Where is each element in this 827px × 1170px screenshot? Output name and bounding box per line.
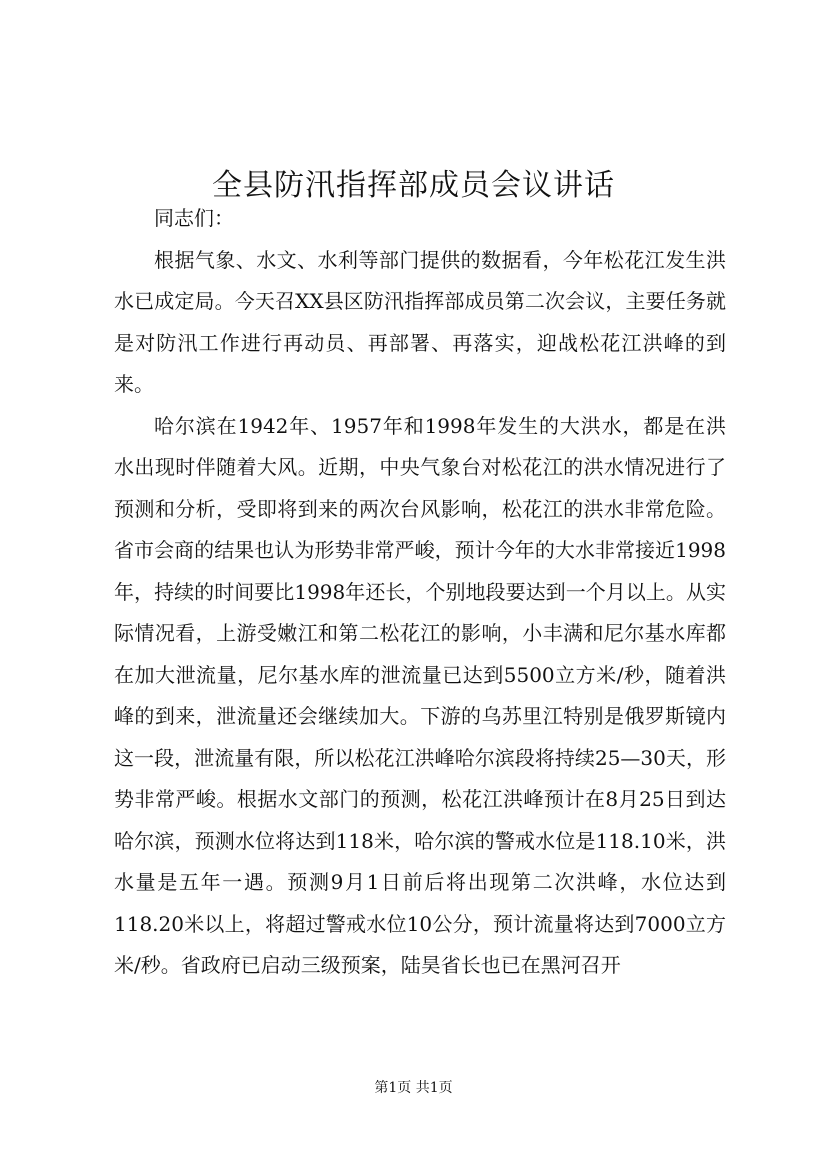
document-title: 全县防汛指挥部成员会议讲话 (212, 168, 615, 204)
page-footer: 第1页 共1页 (374, 1080, 453, 1096)
paragraph-1: 根据气象、水文、水利等部门提供的数据看，今年松花江发生洪水已成定局。今天召XX县区防汛指挥部成员第二次会议，主要任务就是对防汛工作进行再动员、再部署、再落实，迎战松花江洪峰的到来。 (114, 247, 726, 396)
paragraph-2: 哈尔滨在1942年、1957年和1998年发生的大洪水，都是在洪水出现时伴随着大风。近期，中央气象台对松花江的洪水情况进行了预测和分析，受即将到来的两次台风影响，松花江的洪水非常危险。省市会商的结果也认为形势非常严峻，预计今年的大水非常接近1998年，持续的时间要比1998年还长，个别地段要达到一个月以上。从实际情况看，上游受嫩江和第二松花江的影响，小丰满和尼尔基水库都在加大泄流量，尼尔基水库的泄流量已达到5500立方米/秒，随着洪峰的到来，泄流量还会继续加大。下游的乌苏里江特别是俄罗斯镜内这一段，泄流量有限，所以松花江洪峰哈尔滨段将持续25—30天，形势非常严峻。根据水文部门的预测，松花江洪峰预计在8月25日到达哈尔滨，预测水位将达到118米，哈尔滨的警戒水位是118.10米，洪水量是五年一遇。预测9月1日前后将出现第二次洪峰，水位达到118.20米以上，将超过警戒水位10公分，预计流量将达到7000立方米/秒。省政府已启动三级预案，陆昊省长也已在黑河召开 (114, 413, 726, 977)
greeting: 同志们： (154, 206, 234, 230)
document-body (114, 198, 726, 987)
